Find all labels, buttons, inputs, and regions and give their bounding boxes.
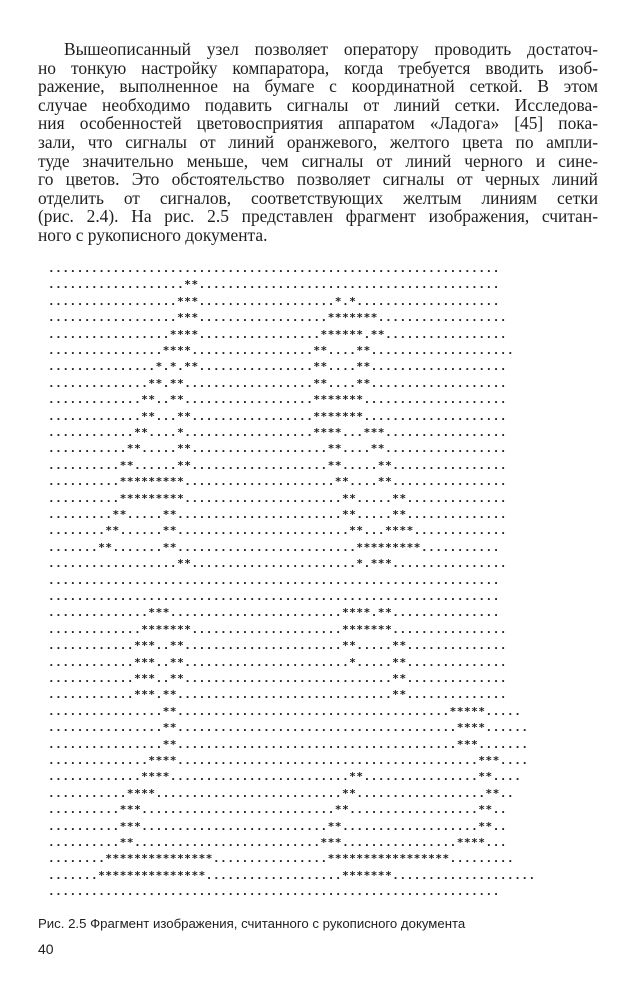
figure-row: ............***..**.............................**.............. (48, 672, 508, 685)
scanned-image-figure (48, 262, 598, 902)
figure-row: ...........**.....**...................**....**................. (48, 442, 508, 456)
figure-row: ..........*********.....................**....**................ (48, 475, 508, 489)
figure-row: ..........**..........................***................****... (48, 836, 508, 849)
figure-row: ..............**.**..................**....**................... (48, 376, 508, 390)
figure-row: ........***************................*****************......... (48, 852, 515, 866)
figure-row: ..........**......**...................**.....**................ (48, 458, 508, 472)
figure-row: .............**..**..................*******.................... (48, 393, 508, 407)
figure-row: ................**.......................................****...... (48, 721, 529, 735)
figure-row: .............*******.....................*******................ (48, 622, 508, 636)
body-line: ного с рукописного документа. (38, 224, 268, 245)
figure-row: .......**.......**.........................*********........... (48, 540, 500, 554)
body-line: (рис. 2.4). На рис. 2.5 представлен фрагмент изображения, считан- (38, 206, 598, 227)
figure-row: ..............****..........................................***.... (48, 754, 529, 767)
figure-row: .............**...**.................*******.................... (48, 409, 508, 423)
figure-row: ..................***..................*******.................. (48, 311, 508, 325)
body-line: зали, что сигналы от линий оранжевого, желтого цвета по ампли- (38, 131, 598, 152)
figure-row: ............***..**......................**.....**.............. (48, 639, 508, 653)
figure-row: ............**....*..................****...***................. (48, 426, 508, 439)
body-line: случае необходимо подавить сигналы от линий сетки. Исследова- (38, 94, 598, 115)
figure-caption: Рис. 2.5 Фрагмент изображения, считанного с рукописного документа (38, 916, 466, 931)
figure-row: ................****.................**....**.................... (48, 344, 515, 357)
figure-row: ................**......................................*****..... (48, 704, 522, 718)
figure-row: .............****.........................**................**.... (48, 770, 522, 784)
figure-row: ..........***..........................**...................**.. (48, 819, 508, 833)
body-line: туде значительно меньше, чем сигналы от линий черного и сине- (38, 150, 598, 171)
figure-row: ............***..**.......................*.....**.............. (48, 655, 508, 669)
figure-row: ............***.**..............................**.............. (48, 688, 508, 702)
figure-row: ............................................................... (48, 590, 500, 603)
figure-row: .......***************...................*******.................... (48, 868, 536, 882)
body-line: ния особенностей цветовосприятия аппаратом «Ладога» [45] пока- (38, 113, 598, 134)
body-paragraph (38, 40, 598, 245)
figure-row: ..............***........................****.**............... (48, 606, 500, 620)
body-line: ражение, выполненное на бумаге с координатной сеткой. В этом (38, 76, 598, 97)
figure-row: .................****.................******.**................. (48, 327, 508, 341)
figure-row: ................**.......................................***....... (48, 737, 529, 751)
body-line: Вышеописанный узел позволяет оператору проводить достаточ- (64, 39, 598, 59)
figure-row: ........**......**........................**...****............. (48, 524, 508, 538)
body-line: отделить от сигналов, соответствующих желтым линиям сетки (38, 187, 598, 208)
figure-row: ..........*********......................**.....**.............. (48, 491, 508, 505)
figure-row: ...........****..........................**..................**.. (48, 786, 515, 800)
figure-row: ............................................................... (48, 573, 500, 587)
figure-row: ............................................................... (48, 885, 500, 899)
figure-row: ..................**.......................*.***................ (48, 557, 508, 571)
body-line: го цветов. Это обстоятельство позволяет сигналы от черных линий (38, 169, 598, 190)
figure-row: ............................................................... (48, 262, 500, 275)
figure-row: ...................**.......................................... (48, 278, 500, 292)
figure-row: ..................***...................*.*.................... (48, 294, 500, 308)
figure-row: ...............*.*.**................**....**................... (48, 360, 508, 374)
body-line: но тонкую настройку компаратора, когда требуется вводить изоб- (38, 57, 598, 78)
figure-row: .........**.....**.......................**.....**.............. (48, 508, 508, 521)
page-number: 40 (38, 941, 54, 957)
figure-row: ..........***...........................**..................**.. (48, 803, 508, 817)
